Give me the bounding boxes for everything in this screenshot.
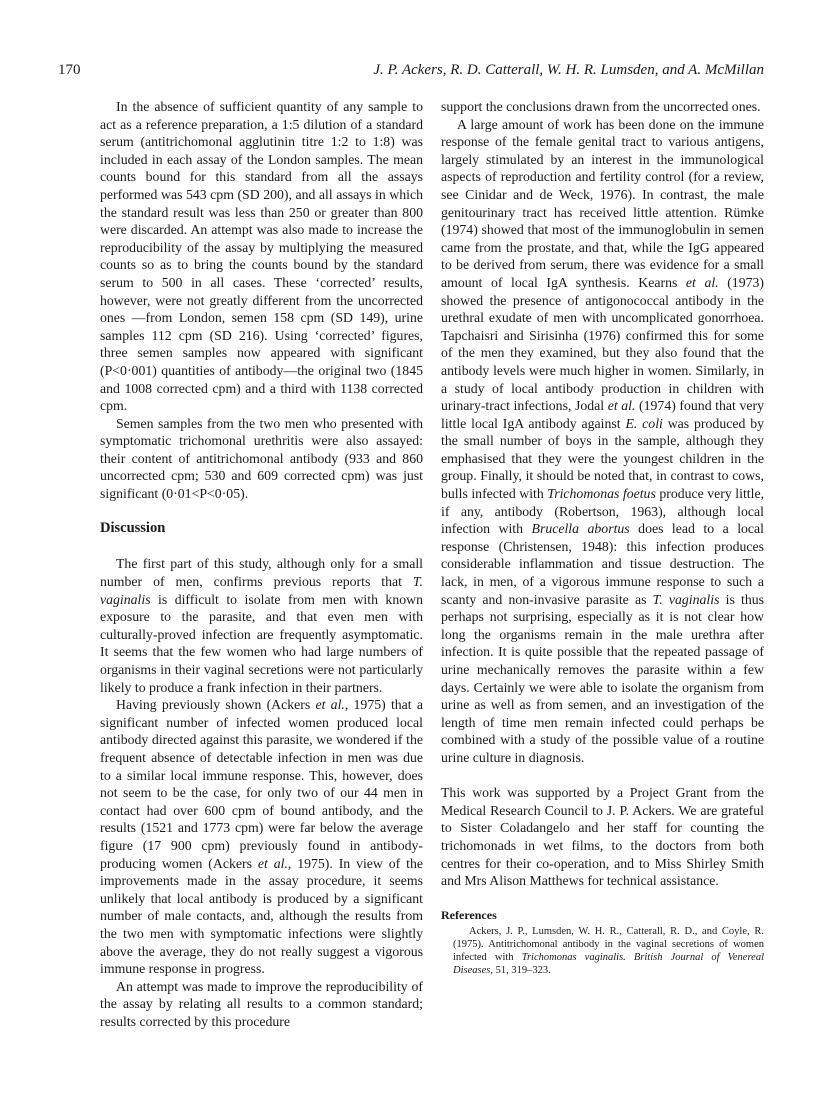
paragraph: Having previously shown (Ackers et al., 1975) that a significant number of infected women produced local antibody directed against this parasite, we wondered if the frequent absence of detectable infection in men was due to a similar local immune response. This, however, does not seem to be the case, for only two of our 44 men in contact had over 600 cpm of bound antibody, and the results (1521 and 1773 cpm) were far below the average figure (17 900 cpm) previously found in antibody-producing women (Ackers et al., 1975). In view of the improvements made in the assay procedure, it seems unlikely that local antibody is produced by a significant number of male contacts, and, although the results from the two men with symptomatic infections were slightly above the average, they do not really suggest a vigorous immune response in progress. (100, 697, 423, 977)
paragraph: support the conclusions drawn from the uncorrected ones. (441, 99, 761, 114)
paragraph: An attempt was made to improve the reproducibility of the assay by relating all results to a common standard; results corrected by this procedure (100, 978, 423, 1029)
right-column (441, 98, 764, 977)
page-number: 170 (58, 62, 81, 78)
page-header (58, 62, 764, 86)
section-heading-discussion: Discussion (100, 520, 166, 537)
paragraph: Semen samples from the two men who presented with symptomatic trichomonal urethritis were also assayed: their content of antitrichomonal antibody (933 and 860 uncorrected cpm; 530 and 609 corrected cpm) was just significant (0·01<P<0·05). (100, 415, 423, 502)
left-column (100, 98, 423, 1030)
running-head-authors: J. P. Ackers, R. D. Catterall, W. H. R. Lumsden, and A. McMillan (373, 62, 764, 78)
paragraph: A large amount of work has been done on the immune response of the female genital tract to various antigens, largely stimulated by an interest in the immunological aspects of reproduction and fertility control (for a review, see Cinidar and de Weck, 1976). In contrast, the male genitourinary tract has received little attention. Rümke (1974) showed that most of the immunoglobulin in semen came from the prostate, and that, while the IgG appeared to be derived from serum, there was evidence for a small amount of local IgA synthesis. Kearns et al. (1973) showed the presence of antigonococcal antibody in the urethral exudate of men with uncomplicated gonorrhoea. Tapchaisri and Sirisinha (1976) confirmed this for some of the men they examined, but they also found that the antibody levels were much higher in women. Similarly, in a study of local antibody production in children with urinary-tract infections, Jodal et al. (1974) found that very little local IgA antibody against E. coli was produced by the small number of boys in the sample, although they emphasised that they were the youngest children in the group. Finally, it should be noted that, in contrast to cows, bulls infected with Trichomonas foetus produce very little, if any, antibody (Robertson, 1963), although local infection with Brucella abortus does lead to a local response (Christensen, 1948): this infection produces considerable inflammation and tissue destruction. The lack, in men, of a vigorous immune response to such a scanty and non-invasive parasite as T. vaginalis is thus perhaps not surprising, especially as it is not clear how long the organisms remain in the male urethra after infection. It is quite possible that the repeated passage of urine mechanically removes the parasite within a few days. Certainly we were able to isolate the organism from urine as well as from semen, and an investigation of the length of time men remain infected could perhaps be combined with a study of the possible value of a routine urine culture in diagnosis. (441, 116, 765, 765)
paragraph: The first part of this study, although only for a small number of men, confirms previous reports that T. vaginalis is difficult to isolate from men with known exposure to the parasite, and that even men with culturally-proved infection are frequently asymptomatic. It seems that the few women who had large numbers of organisms in their vaginal secretions were not particularly likely to produce a frank infection in their partners. (100, 556, 423, 695)
acknowledgements: This work was supported by a Project Grant from the Medical Research Council to J. P. Ackers. We are grateful to Sister Coladangelo and her staff for counting the trichomonads in wet films, to the doctors from both centres for their co-operation, and to Miss Shirley Smith and Mrs Alison Matthews for technical assistance. (441, 785, 764, 889)
paragraph: In the absence of sufficient quantity of any sample to act as a reference preparation, a 1:5 dilution of a standard serum (antitrichomonal agglutinin titre 1:2 to 1:8) was included in each assay of the London samples. The mean counts bound for this standard from all the assays performed was 543 cpm (SD 200), and all assays in which the standard result was less than 250 or greater than 800 were discarded. An attempt was also made to increase the reproducibility of the assay by multiplying the measured counts so as to bring the counts bound by the standard serum to 500 in all cases. These ‘corrected’ results, however, were not greatly different from the uncorrected ones —from London, semen 158 cpm (SD 149), urine samples 112 cpm (SD 216). Using ‘corrected’ figures, three semen samples now appeared with significant (P<0·001) quantities of antibody—the original two (1845 and 1008 corrected cpm) and a third with 1138 corrected cpm. (100, 99, 423, 414)
reference-entry: Ackers, J. P., Lumsden, W. H. R., Catterall, R. D., and Coyle, R. (1975). Antitrichomonal antibody in the vaginal secretions of women infected with Trichomonas vaginalis. British Journal of Venereal Diseases, 51, 319–323. (453, 925, 764, 976)
references-heading: References (441, 908, 497, 923)
